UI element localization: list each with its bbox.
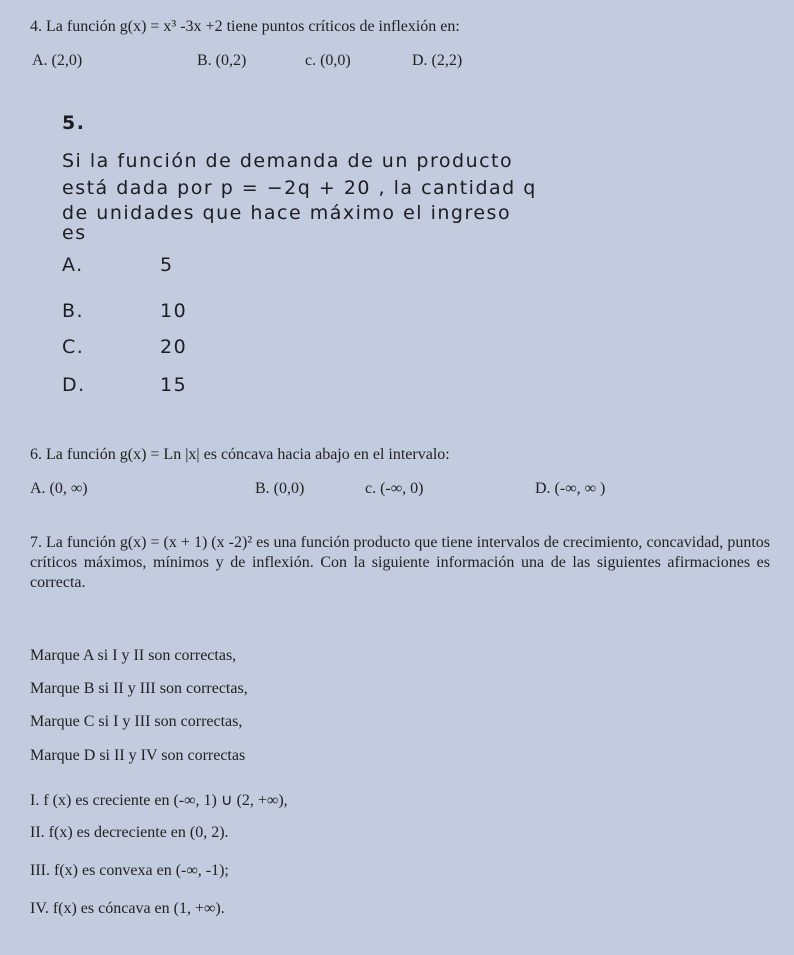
q5-option-c-letter: C. (62, 336, 85, 358)
q6-option-b: B. (0,0) (255, 480, 305, 497)
instruction: Marque B si II y III son correctas, (30, 680, 248, 697)
q5-line: es (62, 222, 87, 244)
q5-option-a-value: 5 (160, 254, 174, 276)
q5-option-a-letter: A. (62, 254, 84, 276)
q4-option-a: A. (2,0) (32, 52, 83, 69)
statement-i: I. f (x) es creciente en (-∞, 1) ∪ (2, +∞), (30, 792, 288, 809)
q5-option-d-letter: D. (62, 374, 86, 396)
q5-line: está dada por p = −2q + 20 , la cantidad q (62, 177, 537, 199)
statement-iii: III. f(x) es convexa en (-∞, -1); (30, 862, 229, 879)
statement-ii: II. f(x) es decreciente en (0, 2). (30, 824, 229, 841)
statement-iv: IV. f(x) es cóncava en (1, +∞). (30, 900, 225, 917)
q6-option-a: A. (0, ∞) (30, 480, 88, 497)
q6-option-d: D. (-∞, ∞ ) (535, 480, 606, 497)
q4-option-c: c. (0,0) (305, 52, 351, 69)
q5-option-c-value: 20 (160, 336, 188, 358)
question-4-text: 4. La función g(x) = x³ -3x +2 tiene puntos críticos de inflexión en: (30, 18, 460, 35)
q4-option-b: B. (0,2) (197, 52, 247, 69)
q5-line: de unidades que hace máximo el ingreso (62, 202, 512, 224)
q5-line: Si la función de demanda de un producto (62, 150, 514, 172)
q5-option-b-value: 10 (160, 300, 188, 322)
question-5-number: 5. (62, 112, 86, 134)
question-6-text: 6. La función g(x) = Ln |x| es cóncava hacia abajo en el intervalo: (30, 446, 450, 463)
q6-option-c: c. (-∞, 0) (365, 480, 424, 497)
instruction: Marque D si II y IV son correctas (30, 747, 246, 764)
q4-option-d: D. (2,2) (412, 52, 463, 69)
instruction: Marque C si I y III son correctas, (30, 713, 243, 730)
q5-option-b-letter: B. (62, 300, 85, 322)
instruction: Marque A si I y II son correctas, (30, 647, 237, 664)
q5-option-d-value: 15 (160, 374, 188, 396)
question-7-text: 7. La función g(x) = (x + 1) (x -2)² es una función producto que tiene intervalos de crecimiento, concavidad, puntos críticos máximos, mínimos y de inflexión. Con la siguiente información una de las siguientes afirmaciones es correcta. (30, 534, 770, 591)
